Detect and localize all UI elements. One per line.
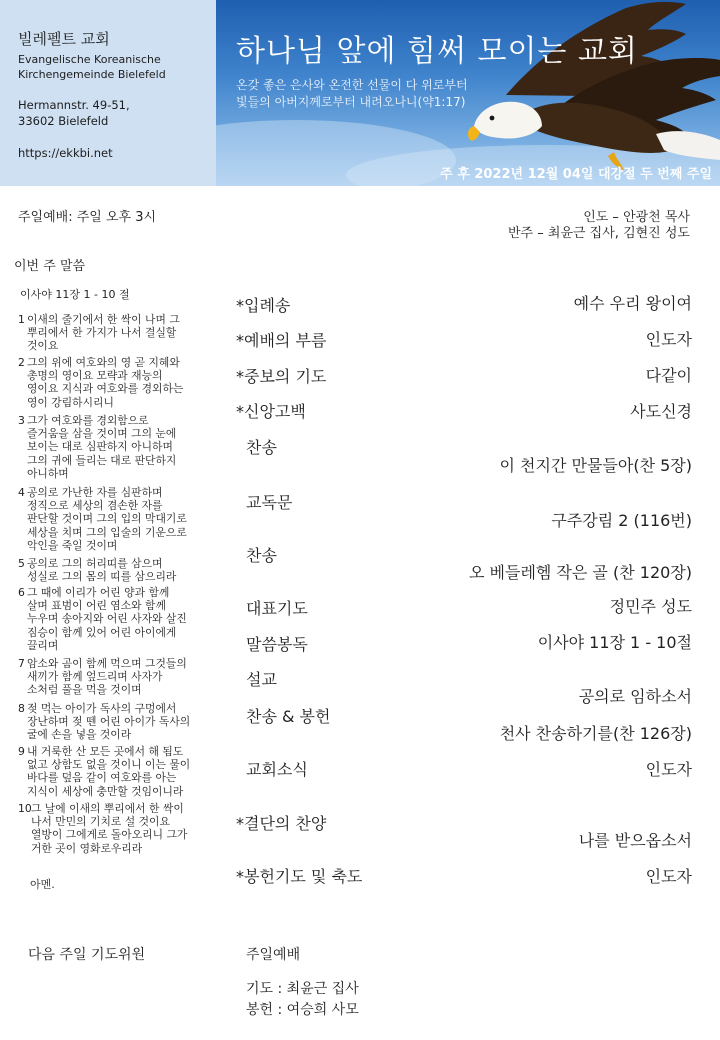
order-label: *입례송 [236,296,291,315]
amen: 아멘. [30,878,55,891]
verse-text: 공의로 가난한 자를 심판하며 정직으로 세상의 겸손한 자를 판단할 것이며 그의 입의 막대기로 세상을 치며 그의 입술의 기운으로 악인을 죽일 것이며 [27,486,187,552]
website-link[interactable]: https://ekkbi.net [18,146,113,160]
verse-text: 그 때에 이리가 어린 양과 함께 살며 표범이 어린 염소와 함께 누우며 송아지와 어린 사자와 살진 짐승이 함께 있어 어린 아이에게 끌리며 [27,586,187,652]
verse-number: 3 [18,414,25,427]
order-label: *봉헌기도 및 축도 [236,867,363,886]
verse-item [18,486,214,552]
verse-item [18,745,214,798]
verse-item [18,557,214,583]
order-value: 나를 받으옵소서 [578,831,692,850]
order-label: 말씀봉독 [246,635,308,654]
church-motto: 하나님 앞에 힘써 모이는 교회 [236,34,638,69]
verse-text: 그의 위에 여호와의 영 곧 지혜와 총명의 영이요 모략과 재능의 영이요 지식과 여호와를 경외하는 영이 강림하시리니 [27,356,184,409]
order-value: 정민주 성도 [609,597,692,616]
service-time: 주일예배: 주일 오후 3시 [18,210,157,225]
verse-item [18,313,214,353]
order-value: 구주강림 2 (116번) [551,511,692,530]
verse-number: 4 [18,486,25,499]
church-name-german-line-2: Kirchengemeinde Bielefeld [18,68,166,81]
order-value: 인도자 [645,760,692,779]
prayer-assignee: 기도 : 최윤근 집사 [246,981,359,997]
address-city: 33602 Bielefeld [18,114,109,128]
order-value: 천사 찬송하기를(찬 126장) [499,724,692,743]
verse-item [18,356,214,409]
order-label: 찬송 & 봉헌 [246,707,331,726]
order-value: 이 천지간 만물들아(찬 5장) [499,456,692,475]
order-label: 교회소식 [246,760,308,779]
order-value: 인도자 [645,867,692,886]
verse-text: 내 거룩한 산 모든 곳에서 해 됨도 없고 상함도 없을 것이니 이는 물이 바다를 덮음 같이 여호와를 아는 지식이 세상에 충만할 것임이니라 [27,745,191,798]
verse-text: 암소와 곰이 함께 먹으며 그것들의 새끼가 함께 엎드리며 사자가 소처럼 풀을 먹을 것이며 [27,657,187,697]
order-label: 대표기도 [246,599,308,618]
verse-number: 9 [18,745,25,758]
address-street: Hermannstr. 49-51, [18,98,130,112]
verse-number: 2 [18,356,25,369]
scripture-section-title: 이번 주 말씀 [14,259,86,274]
worship-leader: 인도 – 안광천 목사 [583,210,690,225]
order-label: *결단의 찬양 [236,814,327,833]
scripture-reference: 이사야 11장 1 - 10 절 [20,288,130,301]
order-label: 찬송 [246,438,277,457]
verse-item [18,802,214,855]
order-label: *예배의 부름 [236,331,327,350]
order-label: 설교 [246,670,277,689]
verse-text: 공의로 그의 허리띠를 삼으며 성실로 그의 몸의 띠를 삼으리라 [27,557,177,584]
offering-assignee: 봉헌 : 여승희 사모 [246,1002,359,1018]
verse-item [18,657,214,697]
verse-number: 5 [18,557,25,570]
service-date: 주 후 2022년 12월 04일 대강절 두 번째 주일 [440,167,712,182]
verse-text: 젖 먹는 아이가 독사의 구멍에서 장난하며 젖 뗀 어린 아이가 독사의 굴에 손을 넣을 것이라 [27,702,191,742]
header-verse-line-2: 빛들의 아버지께로부터 내려오나니(약1:17) [236,95,466,109]
verse-number: 10 [18,802,32,815]
verse-item [18,414,214,480]
order-value: 공의로 임하소서 [578,687,692,706]
verse-text: 그가 여호와를 경외함으로 즐거움을 삼을 것이며 그의 눈에 보이는 대로 심판하지 아니하며 그의 귀에 들리는 대로 판단하지 아니하며 [27,414,177,480]
sunday-worship-heading: 주일예배 [246,947,301,963]
verse-item [18,702,214,742]
verse-text: 그 날에 이새의 뿌리에서 한 싹이 나서 만민의 기치로 설 것이요 열방이 그에게로 돌아오리니 그가 거한 곳이 영화로우리라 [31,802,188,855]
verse-number: 8 [18,702,25,715]
order-value: 오 베들레헴 작은 골 (찬 120장) [468,563,692,582]
next-prayer-committee-title: 다음 주일 기도위원 [28,947,146,963]
church-name-german-line-1: Evangelische Koreanische [18,53,161,66]
order-label: 교독문 [246,493,293,512]
order-label: *신앙고백 [236,402,306,421]
header-verse-line-1: 온갖 좋은 은사와 온전한 선물이 다 위로부터 [236,78,468,92]
order-value: 다같이 [645,366,692,385]
order-value: 사도신경 [630,402,692,421]
order-value: 인도자 [645,330,692,349]
church-name: 빌레펠트 교회 [18,30,110,48]
verse-text: 이새의 줄기에서 한 싹이 나며 그 뿌리에서 한 가지가 나서 결실할 것이요 [27,313,180,353]
order-label: 찬송 [246,546,277,565]
verse-item [18,586,214,652]
verse-number: 1 [18,313,25,326]
order-label: *중보의 기도 [236,367,327,386]
accompanist: 반주 – 최윤근 집사, 김현진 성도 [508,226,690,241]
order-value: 이사야 11장 1 - 10절 [537,633,692,652]
verse-number: 7 [18,657,25,670]
verse-number: 6 [18,586,25,599]
order-value: 예수 우리 왕이여 [573,294,692,313]
